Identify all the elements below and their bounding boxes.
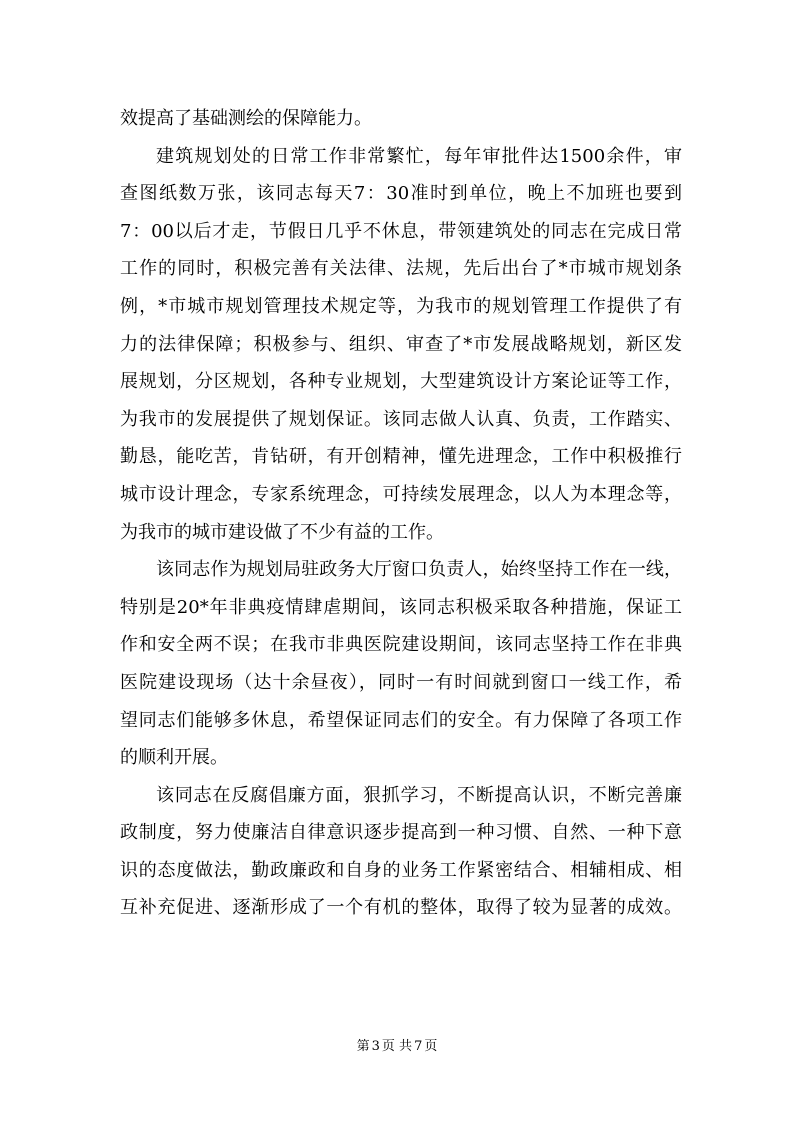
text-line: 作和安全两不误；在我市非典医院建设期间，该同志坚持工作在非典 bbox=[120, 634, 682, 656]
text-line: 望同志们能够多休息，希望保证同志们的安全。有力保障了各项工作 bbox=[120, 709, 682, 731]
page-number-suffix: 页 bbox=[424, 1039, 438, 1054]
text-line: 的顺利开展。 bbox=[120, 747, 228, 769]
text-line: 7：00以后才走，节假日几乎不休息，带领建筑处的同志在完成日常 bbox=[120, 220, 682, 242]
text-line: 效提高了基础测绘的保障能力。 bbox=[120, 108, 372, 129]
text-line: 工作的同时，积极完善有关法律、法规，先后出台了*市城市规划条 bbox=[120, 258, 682, 280]
paragraph-start-line: 该同志作为规划局驻政务大厅窗口负责人，始终坚持工作在一线， bbox=[156, 559, 682, 581]
page-number-prefix: 第 bbox=[356, 1039, 370, 1054]
text-line: 识的态度做法，勤政廉政和自身的业务工作紧密结合、相辅相成、相 bbox=[120, 859, 682, 881]
text-line: 展规划，分区规划，各种专业规划，大型建筑设计方案论证等工作， bbox=[120, 371, 682, 393]
paragraph-start-line: 建筑规划处的日常工作非常繁忙，每年审批件达1500余件，审 bbox=[156, 145, 682, 167]
text-line: 医院建设现场（达十余昼夜），同时一有时间就到窗口一线工作，希 bbox=[120, 671, 682, 693]
text-line: 为我市的发展提供了规划保证。该同志做人认真、负责，工作踏实、 bbox=[120, 408, 682, 430]
text-line: 城市设计理念，专家系统理念，可持续发展理念，以人为本理念等， bbox=[120, 483, 682, 505]
text-line: 勤恳，能吃苦，肯钻研，有开创精神，懂先进理念，工作中积极推行 bbox=[120, 446, 682, 468]
text-line: 互补充促进、逐渐形成了一个有机的整体，取得了较为显著的成效。 bbox=[120, 897, 682, 919]
body-text bbox=[120, 100, 682, 927]
text-line: 为我市的城市建设做了不少有益的工作。 bbox=[120, 521, 444, 543]
text-line: 例，*市城市规划管理技术规定等，为我市的规划管理工作提供了有 bbox=[120, 295, 682, 317]
page-number-middle: 页 共 bbox=[381, 1039, 413, 1054]
text-line: 政制度，努力使廉洁自律意识逐步提高到一种习惯、自然、一种下意 bbox=[120, 822, 682, 844]
page-footer bbox=[0, 1039, 794, 1055]
paragraph-start-line: 该同志在反腐倡廉方面，狠抓学习，不断提高认识，不断完善廉 bbox=[156, 784, 682, 806]
total-page-number: 7 bbox=[414, 1039, 423, 1054]
text-line: 查图纸数万张，该同志每天7：30准时到单位，晚上不加班也要到 bbox=[120, 183, 682, 205]
current-page-number: 3 bbox=[371, 1039, 380, 1054]
text-line: 力的法律保障；积极参与、组织、审查了*市发展战略规划，新区发 bbox=[120, 333, 682, 355]
text-line: 特别是20*年非典疫情肆虐期间，该同志积极采取各种措施，保证工 bbox=[120, 596, 682, 618]
